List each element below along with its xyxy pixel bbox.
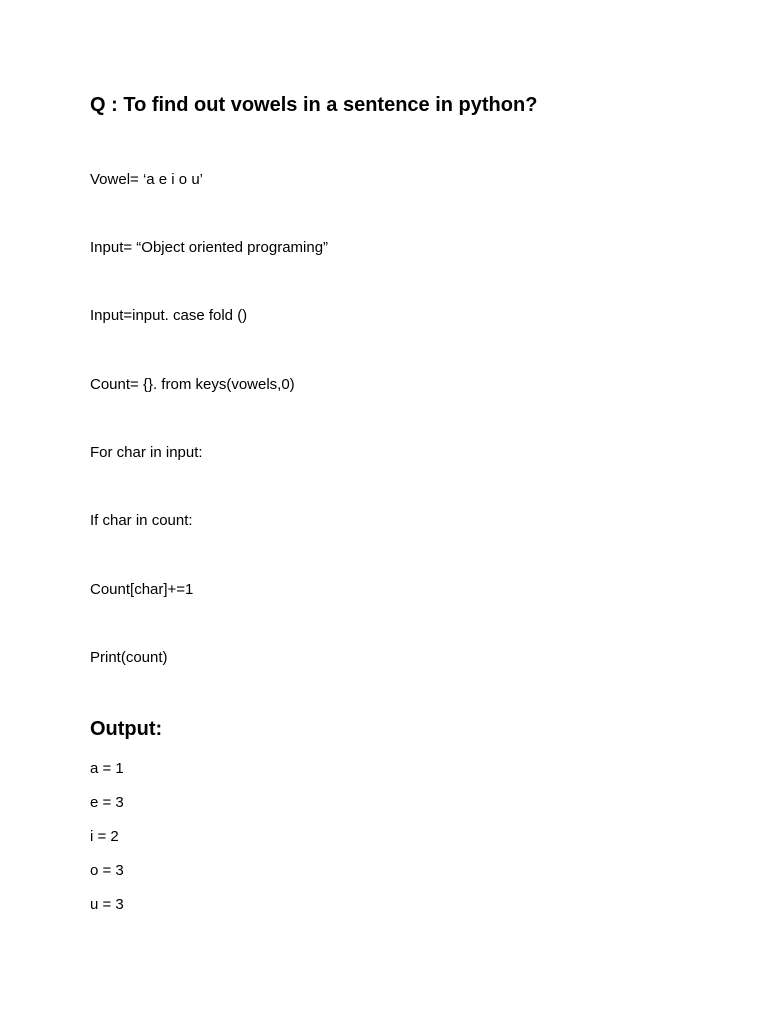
question-title: Q : To find out vowels in a sentence in python? bbox=[90, 94, 538, 116]
code-line-count: Count= {}. from keys(vowels,0) bbox=[90, 376, 295, 393]
output-line-e: e = 3 bbox=[90, 794, 124, 811]
code-line-input: Input= “Object oriented programing” bbox=[90, 239, 329, 256]
output-line-o: o = 3 bbox=[90, 862, 124, 879]
code-line-for: For char in input: bbox=[90, 444, 203, 461]
output-line-a: a = 1 bbox=[90, 760, 124, 777]
code-line-vowel: Vowel= ‘a e i o u’ bbox=[90, 171, 203, 188]
output-heading: Output: bbox=[90, 718, 163, 740]
output-line-i: i = 2 bbox=[90, 828, 119, 845]
code-line-casefold: Input=input. case fold () bbox=[90, 307, 248, 324]
code-line-print: Print(count) bbox=[90, 649, 168, 666]
code-line-if: If char in count: bbox=[90, 512, 193, 529]
code-line-increment: Count[char]+=1 bbox=[90, 581, 194, 598]
output-line-u: u = 3 bbox=[90, 896, 124, 913]
